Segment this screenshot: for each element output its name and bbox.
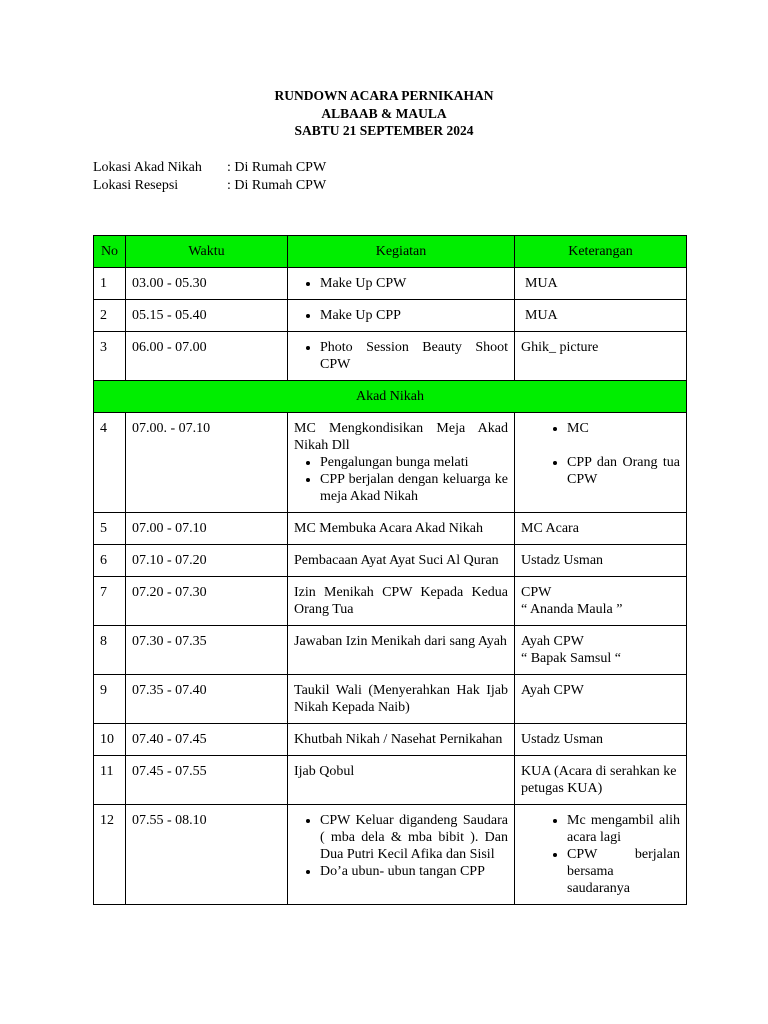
cell-time: 07.30 - 07.35 [126,626,288,675]
cell-time: 07.00 - 07.10 [126,513,288,545]
cell-activity [288,300,515,332]
table-row [94,332,687,381]
cell-activity: Jawaban Izin Menikah dari sang Ayah [288,626,515,675]
cell-no: 4 [94,413,126,513]
note-bullet: • CPP dan Orang tua CPW [567,454,680,488]
title-line-2: ALBAAB & MAULA [321,105,447,121]
activity-bullet: • Make Up CPW [320,275,508,292]
cell-activity: Ijab Qobul [288,756,515,805]
cell-activity: Izin Menikah CPW Kepada Kedua Orang Tua [288,577,515,626]
title-line-3: SABTU 21 SEPTEMBER 2024 [294,123,474,138]
location-value: : Di Rumah CPW [227,160,327,175]
cell-note: Ghik_ picture [515,332,687,381]
table-row [94,413,687,513]
note-text: MUA [525,308,558,323]
cell-time: 07.55 - 08.10 [126,805,288,905]
cell-activity [288,268,515,300]
cell-no: 2 [94,300,126,332]
document-title [0,87,768,140]
cell-note: Ustadz Usman [515,724,687,756]
cell-activity: Pembacaan Ayat Ayat Suci Al Quran [288,545,515,577]
cell-time: 07.00. - 07.10 [126,413,288,513]
cell-activity: Taukil Wali (Menyerahkan Hak Ijab Nikah Kepada Naib) [288,675,515,724]
rundown-table [93,235,687,905]
cell-no: 11 [94,756,126,805]
header-waktu: Waktu [126,236,288,268]
cell-time: 07.45 - 07.55 [126,756,288,805]
table-row [94,675,687,724]
activity-bullet: • Photo Session Beauty Shoot CPW [320,339,508,373]
note-bullet: • MC [567,420,680,437]
header-no: No [94,236,126,268]
cell-note [515,268,687,300]
cell-note: Ustadz Usman [515,545,687,577]
cell-note: KUA (Acara di serahkan ke petugas KUA) [515,756,687,805]
location-label: Lokasi Akad Nikah [93,160,202,175]
cell-time: 07.40 - 07.45 [126,724,288,756]
location-value: : Di Rumah CPW [227,178,327,193]
table-row [94,268,687,300]
cell-note [515,805,687,905]
table-row [94,300,687,332]
cell-note [515,626,687,675]
activity-bullet: • Do’a ubun- ubun tangan CPP [320,863,508,880]
cell-note [515,300,687,332]
activity-bullet: • CPP berjalan dengan keluarga ke meja Akad Nikah [320,471,508,505]
table-row [94,626,687,675]
cell-no: 12 [94,805,126,905]
activity-bullet: • CPW Keluar digandeng Saudara ( mba dela & mba bibit ). Dan Dua Putri Kecil Afika dan Sisil [320,812,508,863]
section-title: Akad Nikah [94,381,687,413]
cell-no: 7 [94,577,126,626]
note-line: “ Bapak Samsul “ [521,651,621,666]
note-line: CPW [521,585,552,600]
cell-no: 5 [94,513,126,545]
cell-no: 6 [94,545,126,577]
note-bullet: • CPW berjalan bersama saudaranya [567,846,680,897]
cell-note [515,577,687,626]
title-line-1: RUNDOWN ACARA PERNIKAHAN [274,88,494,103]
cell-activity: Khutbah Nikah / Nasehat Pernikahan [288,724,515,756]
table-row [94,577,687,626]
cell-no: 10 [94,724,126,756]
note-text: MUA [525,276,558,291]
cell-activity [288,805,515,905]
location-akad [93,159,326,176]
cell-time: 07.20 - 07.30 [126,577,288,626]
cell-time: 05.15 - 05.40 [126,300,288,332]
table-row [94,545,687,577]
note-bullet: • Mc mengambil alih acara lagi [567,812,680,846]
header-kegiatan: Kegiatan [288,236,515,268]
table-header-row [94,236,687,268]
section-row-akad-nikah [94,381,687,413]
table-row [94,513,687,545]
cell-no: 8 [94,626,126,675]
cell-time: 07.35 - 07.40 [126,675,288,724]
cell-activity [288,413,515,513]
cell-no: 1 [94,268,126,300]
activity-bullet: • Pengalungan bunga melati [320,454,508,471]
note-line: Ayah CPW [521,634,584,649]
cell-note: Ayah CPW [515,675,687,724]
activity-text: MC Mengkondisikan Meja Akad Nikah Dll [294,421,508,453]
note-line: “ Ananda Maula ” [521,602,623,617]
cell-note [515,413,687,513]
cell-note: MC Acara [515,513,687,545]
header-keterangan: Keterangan [515,236,687,268]
cell-activity [288,332,515,381]
location-label: Lokasi Resepsi [93,178,179,193]
cell-time: 07.10 - 07.20 [126,545,288,577]
table-row [94,805,687,905]
cell-time: 06.00 - 07.00 [126,332,288,381]
table-row [94,724,687,756]
activity-bullet: • Make Up CPP [320,307,508,324]
cell-no: 3 [94,332,126,381]
table-row [94,756,687,805]
cell-no: 9 [94,675,126,724]
cell-time: 03.00 - 05.30 [126,268,288,300]
location-resepsi [93,177,326,194]
cell-activity: MC Membuka Acara Akad Nikah [288,513,515,545]
